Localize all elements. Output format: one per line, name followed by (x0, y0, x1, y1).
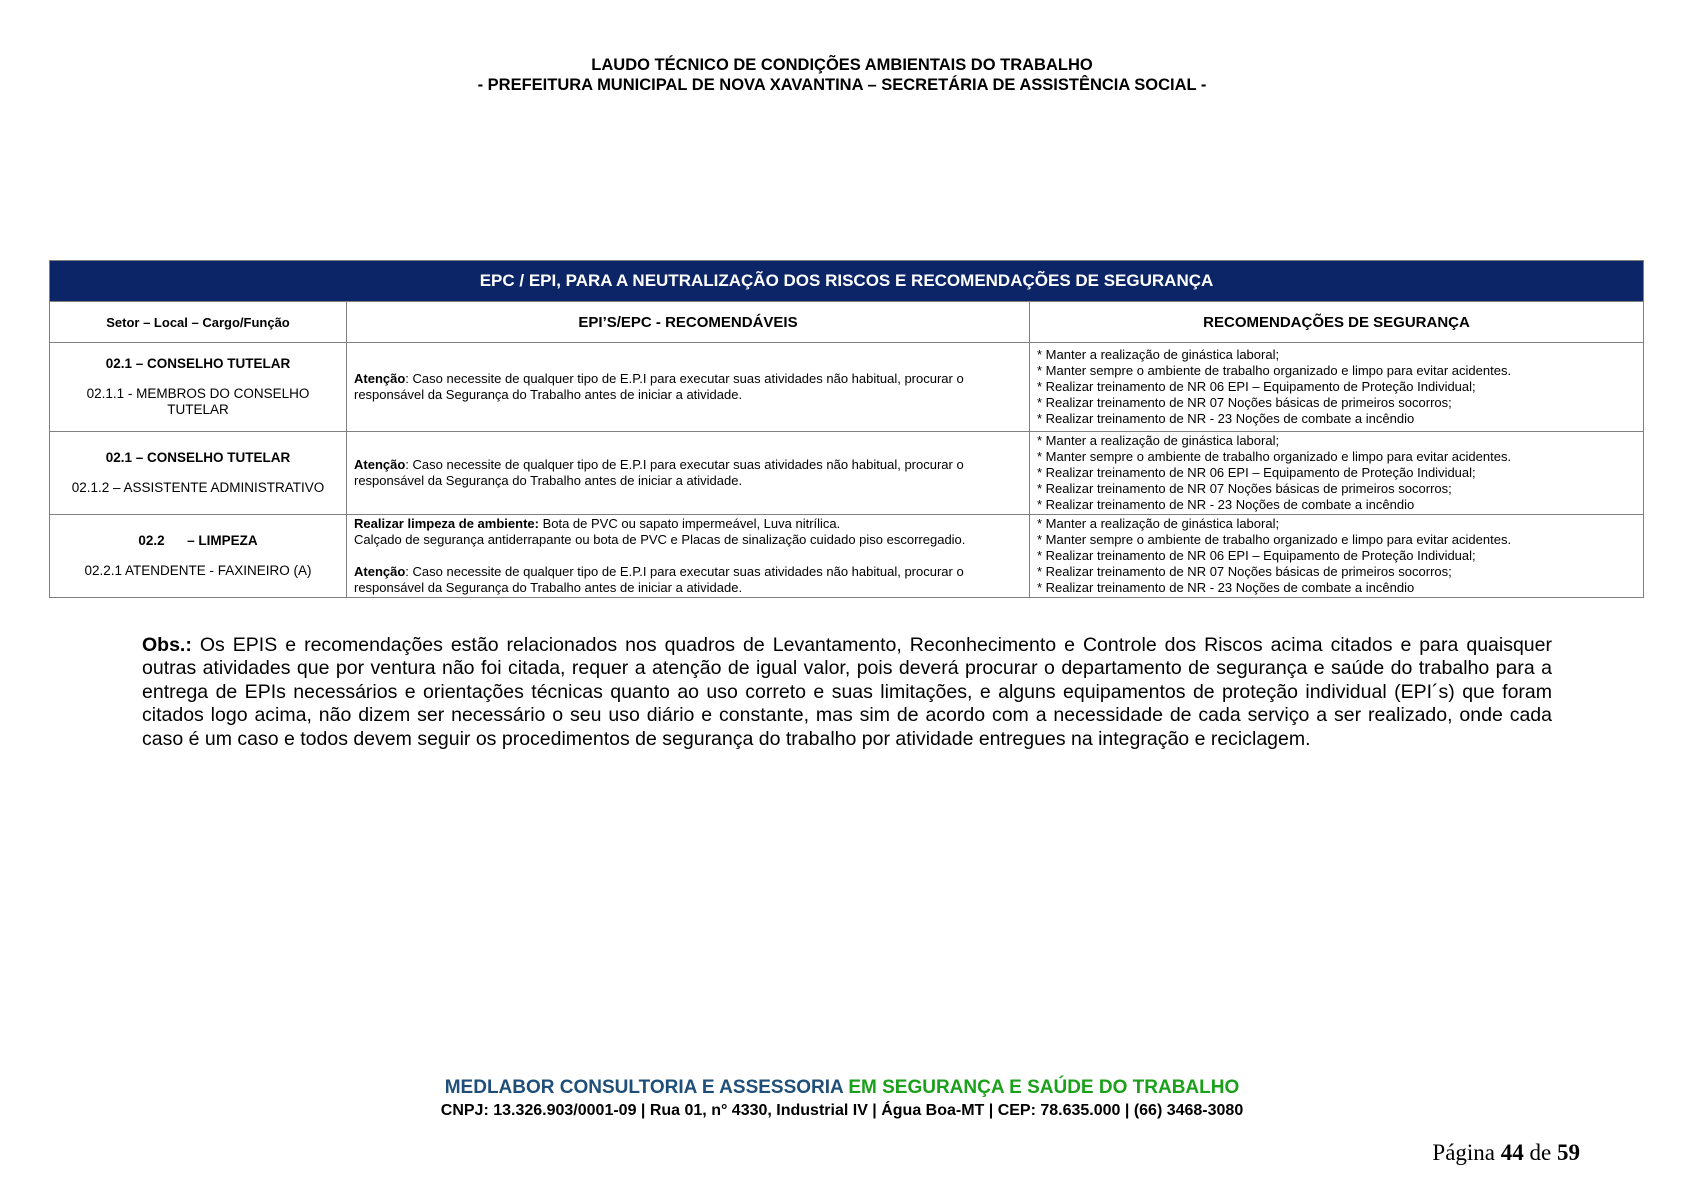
sector-subtitle: 02.2.1 ATENDENTE - FAXINEIRO (A) (84, 563, 312, 578)
recommendation-item: * Manter sempre o ambiente de trabalho organizado e limpo para evitar acidentes. (1037, 363, 1512, 378)
recommendation-item: * Realizar treinamento de NR - 23 Noções de combate a incêndio (1037, 580, 1415, 595)
recommendation-item: * Realizar treinamento de NR - 23 Noções de combate a incêndio (1037, 497, 1415, 512)
table-row (50, 515, 1644, 598)
recommendations-cell (1030, 343, 1644, 432)
column-header-recommendations: RECOMENDAÇÕES DE SEGURANÇA (1030, 302, 1644, 343)
observation-label: Obs.: (142, 634, 192, 656)
epi-cell (347, 432, 1030, 515)
table-title: EPC / EPI, PARA A NEUTRALIZAÇÃO DOS RISCOS E RECOMENDAÇÕES DE SEGURANÇA (50, 261, 1644, 302)
attention-label: Atenção (354, 564, 406, 579)
recommendation-item: * Manter a realização de ginástica laboral; (1037, 347, 1280, 362)
page-current: 44 (1500, 1140, 1524, 1165)
column-header-epi: EPI’S/EPC - RECOMENDÁVEIS (347, 302, 1030, 343)
observation-paragraph (142, 634, 1552, 751)
recommendation-item: * Realizar treinamento de NR 06 EPI – Equipamento de Proteção Individual; (1037, 548, 1476, 563)
page-number (1400, 1140, 1580, 1166)
company-name-green: EM SEGURANÇA E SAÚDE DO TRABALHO (843, 1077, 1240, 1098)
recommendations-cell (1030, 515, 1644, 598)
epi-cell (347, 343, 1030, 432)
epi-recommendations-table (49, 260, 1644, 598)
table-header-row (50, 302, 1644, 343)
spacer (354, 548, 1022, 564)
recommendation-item: * Manter sempre o ambiente de trabalho organizado e limpo para evitar acidentes. (1037, 449, 1512, 464)
recommendation-item: * Manter a realização de ginástica laboral; (1037, 516, 1280, 531)
attention-note (354, 371, 1022, 403)
recommendation-item: * Realizar treinamento de NR - 23 Noções de combate a incêndio (1037, 411, 1415, 426)
recommendation-item: * Realizar treinamento de NR 07 Noções básicas de primeiros socorros; (1037, 481, 1452, 496)
sector-title: 02.1 – CONSELHO TUTELAR (105, 356, 291, 371)
company-name-blue: MEDLABOR CONSULTORIA E ASSESSORIA (444, 1077, 844, 1098)
page-total: 59 (1557, 1140, 1580, 1165)
observation-text: Os EPIS e recomendações estão relacionados nos quadros de Levantamento, Reconhecimento e Controle dos Riscos acima citados e para quaisquer outras atividades que por ventura não foi citada, requer a atenção de igual valor, pois deverá procurar o departamento de segurança e saúde do trabalho para a entrega de EPIs necessários e orientações técnicas quanto ao uso correto e suas limitações, e alguns equipamentos de proteção individual (EPI´s) que foram citados logo acima, não dizem ser necessário o seu uso diário e constante, mas sim de acordo com a necessidade de cada serviço a ser realizado, onde cada caso é um caso e todos devem seguir os procedimentos de segurança do trabalho por atividade entregues na integração e reciclagem. (142, 634, 1552, 750)
attention-text: : Caso necessite de qualquer tipo de E.P.I para executar suas atividades não habitual, procurar o responsável da Segurança do Trabalho antes de iniciar a atividade. (354, 564, 964, 595)
header-title: LAUDO TÉCNICO DE CONDIÇÕES AMBIENTAIS DO TRABALHO (591, 56, 1093, 74)
company-contact: CNPJ: 13.326.903/0001-09 | Rua 01, n° 4330, Industrial IV | Água Boa-MT | CEP: 78.635.000 | (66) 3468-3080 (440, 1102, 1244, 1119)
epi-cell (347, 515, 1030, 598)
company-name (0, 1076, 1684, 1100)
recommendation-item: * Realizar treinamento de NR 07 Noções básicas de primeiros socorros; (1037, 564, 1452, 579)
page-middle: de (1523, 1140, 1557, 1165)
sector-cell (50, 515, 347, 598)
page-prefix: Página (1432, 1140, 1501, 1165)
document-header (0, 55, 1684, 95)
attention-text: : Caso necessite de qualquer tipo de E.P.I para executar suas atividades não habitual, procurar o responsável da Segurança do Trabalho antes de iniciar a atividade. (354, 371, 964, 402)
recommendation-item: * Manter sempre o ambiente de trabalho organizado e limpo para evitar acidentes. (1037, 532, 1512, 547)
recommendation-item: * Realizar treinamento de NR 06 EPI – Equipamento de Proteção Individual; (1037, 379, 1476, 394)
sector-cell (50, 432, 347, 515)
table-row (50, 432, 1644, 515)
recommendations-cell (1030, 432, 1644, 515)
header-subtitle: - PREFEITURA MUNICIPAL DE NOVA XAVANTINA – SECRETÁRIA DE ASSISTÊNCIA SOCIAL - (477, 76, 1207, 94)
column-header-sector: Setor – Local – Cargo/Função (50, 302, 347, 343)
table-row (50, 343, 1644, 432)
epi-cleaning-text: Bota de PVC ou sapato impermeável, Luva nitrílica. (538, 516, 841, 531)
attention-text: : Caso necessite de qualquer tipo de E.P.I para executar suas atividades não habitual, procurar o responsável da Segurança do Trabalho antes de iniciar a atividade. (354, 457, 964, 488)
sector-title: 02.2 – LIMPEZA (138, 533, 258, 548)
sector-cell (50, 343, 347, 432)
recommendation-item: * Realizar treinamento de NR 07 Noções básicas de primeiros socorros; (1037, 395, 1452, 410)
sector-title: 02.1 – CONSELHO TUTELAR (105, 450, 291, 465)
document-footer (0, 1076, 1684, 1122)
attention-label: Atenção (354, 457, 406, 472)
epi-cleaning-extra: Calçado de segurança antiderrapante ou bota de PVC e Placas de sinalização cuidado piso escorregadio. (354, 532, 966, 547)
recommendation-item: * Manter a realização de ginástica laboral; (1037, 433, 1280, 448)
table-title-row (50, 261, 1644, 302)
recommendation-item: * Realizar treinamento de NR 06 EPI – Equipamento de Proteção Individual; (1037, 465, 1476, 480)
attention-label: Atenção (354, 371, 406, 386)
attention-note (354, 457, 1022, 489)
epi-cleaning-label: Realizar limpeza de ambiente: (354, 516, 539, 531)
sector-subtitle: 02.1.1 - MEMBROS DO CONSELHO TUTELAR (86, 386, 310, 417)
sector-subtitle: 02.1.2 – ASSISTENTE ADMINISTRATIVO (71, 480, 325, 495)
attention-note (354, 564, 1022, 596)
epi-cleaning-note (354, 516, 1022, 532)
